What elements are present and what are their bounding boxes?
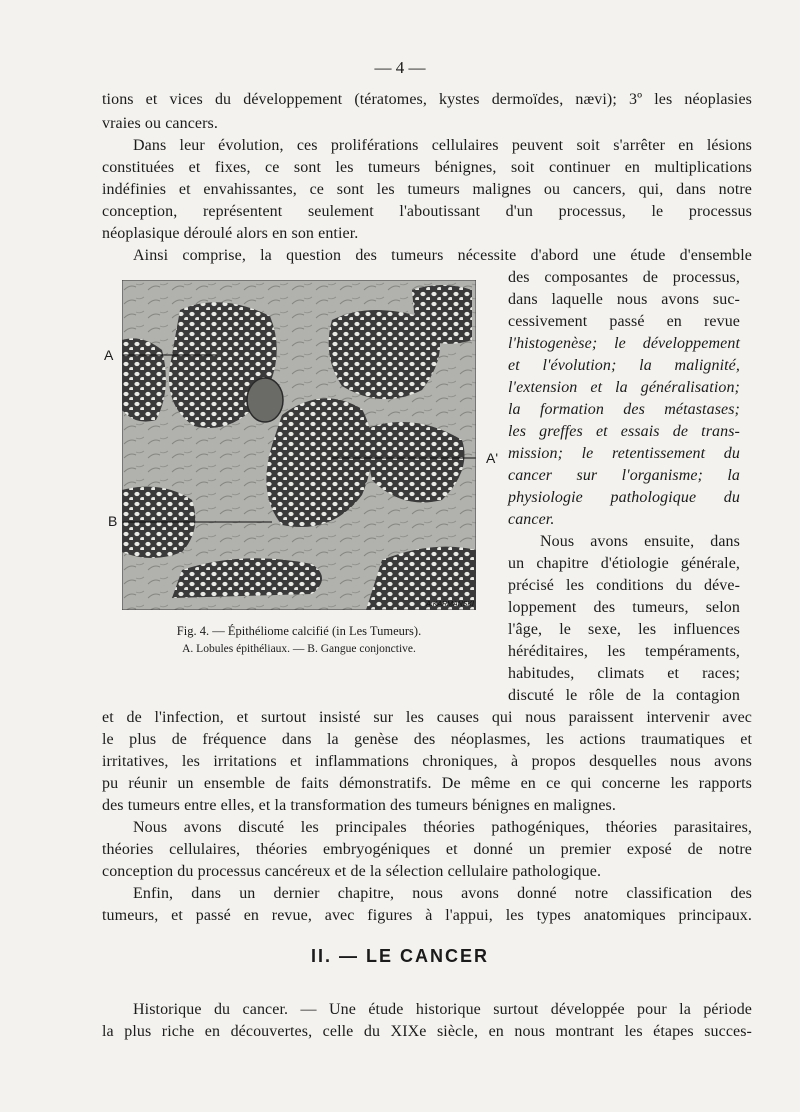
text-line: un chapitre d'étiologie générale, [508, 555, 740, 572]
text-line: précisé les conditions du déve- [508, 577, 740, 594]
text-line: constituées et fixes, ce sont les tumeurs bénignes, soit continuer en multiplications [102, 159, 752, 176]
figure-label-a-prime: A' [486, 450, 499, 466]
text-line: cancer sur l'organisme; la [508, 467, 740, 484]
text-line: dans laquelle nous avons suc- [508, 291, 740, 308]
text-line: loppement des tumeurs, selon [508, 599, 740, 616]
text-line: le plus de fréquence dans la genèse des néoplasmes, les actions traumatiques et [102, 731, 752, 748]
text-line: Ainsi comprise, la question des tumeurs nécessite d'abord une étude d'ensemble [133, 247, 752, 264]
text-line: Enfin, dans un dernier chapitre, nous avons donné notre classification des [133, 885, 752, 902]
text-line: héréditaires, les tempéraments, [508, 643, 740, 660]
engraver-signature: A.KARMANSKI [426, 601, 474, 608]
text-line: Nous avons ensuite, dans [540, 533, 740, 550]
figure-label-b: B [108, 513, 118, 529]
text-line: théories cellulaires, théories embryogéniques et donné un premier exposé de notre [102, 841, 752, 858]
text-line: pu réunir un ensemble de faits démonstratifs. De même en ce qui concerne les rapports [102, 775, 752, 792]
text-line: et de l'infection, et surtout insisté sur les causes qui nous paraissent intervenir avec [102, 709, 752, 726]
text-line: habitudes, climats et races; [508, 665, 740, 682]
section-heading: II. — LE CANCER [310, 946, 489, 966]
text-line: Dans leur évolution, ces proliférations cellulaires peuvent soit s'arrêter en lésions [133, 137, 752, 154]
histology-engraving [122, 280, 476, 610]
text-line: vraies ou cancers. [102, 115, 218, 132]
page-number: — 4 — [374, 58, 426, 77]
figure-caption: Fig. 4. — Épithéliome calcifié (in Les Tumeurs). [176, 624, 422, 638]
calcified-nodule [247, 378, 283, 422]
epithelial-lobule [122, 338, 166, 421]
text-line: l'histogenèse; le développement [508, 335, 740, 352]
text-line: la formation des métastases; [508, 401, 740, 418]
figure-label-a: A [104, 347, 114, 363]
text-line: Nous avons discuté les principales théories pathogéniques, théories parasitaires, [133, 819, 752, 836]
text-line: tumeurs, et passé en revue, avec figures à l'appui, les types anatomiques principaux. [102, 907, 752, 924]
text-line: physiologie pathologique du [508, 489, 740, 506]
text-line: et l'évolution; la malignité, [508, 357, 740, 374]
text-line: Historique du cancer. — Une étude historique surtout développée pour la période [133, 1001, 752, 1018]
text-line: des composantes de processus, [508, 269, 740, 286]
epithelial-lobule [412, 285, 472, 344]
histology-figure [122, 280, 476, 610]
text-line: néoplasique déroulé alors en son entier. [102, 225, 359, 242]
text-line: cessivement passé en revue [508, 313, 740, 330]
text-line: irritatives, les irritations et inflammations chroniques, à propos desquelles nous avons [102, 753, 752, 770]
text-line: cancer. [508, 511, 555, 528]
text-line: tions et vices du développement (tératomes, kystes dermoïdes, nævi); 3º les néoplasies [102, 91, 752, 108]
figure-legend: A. Lobules épithéliaux. — B. Gangue conjonctive. [182, 643, 416, 655]
text-line: l'extension et la généralisation; [508, 379, 740, 396]
text-line: des tumeurs entre elles, et la transformation des tumeurs bénignes en malignes. [102, 797, 616, 814]
text-line: conception du processus cancéreux et de la sélection cellulaire pathologique. [102, 863, 602, 880]
text-line: conception, représentent seulement l'aboutissant d'un processus, le processus [102, 203, 752, 220]
text-line: les greffes et essais de trans- [508, 423, 740, 440]
text-line: indéfinies et envahissantes, ce sont les tumeurs malignes ou cancers, qui, dans notre [102, 181, 752, 198]
text-line: mission; le retentissement du [508, 445, 740, 462]
text-line: la plus riche en découvertes, celle du XIXe siècle, en nous montrant les étapes succes- [102, 1023, 752, 1040]
text-line: discuté le rôle de la contagion [508, 687, 740, 704]
text-line: l'âge, le sexe, les influences [508, 621, 740, 638]
